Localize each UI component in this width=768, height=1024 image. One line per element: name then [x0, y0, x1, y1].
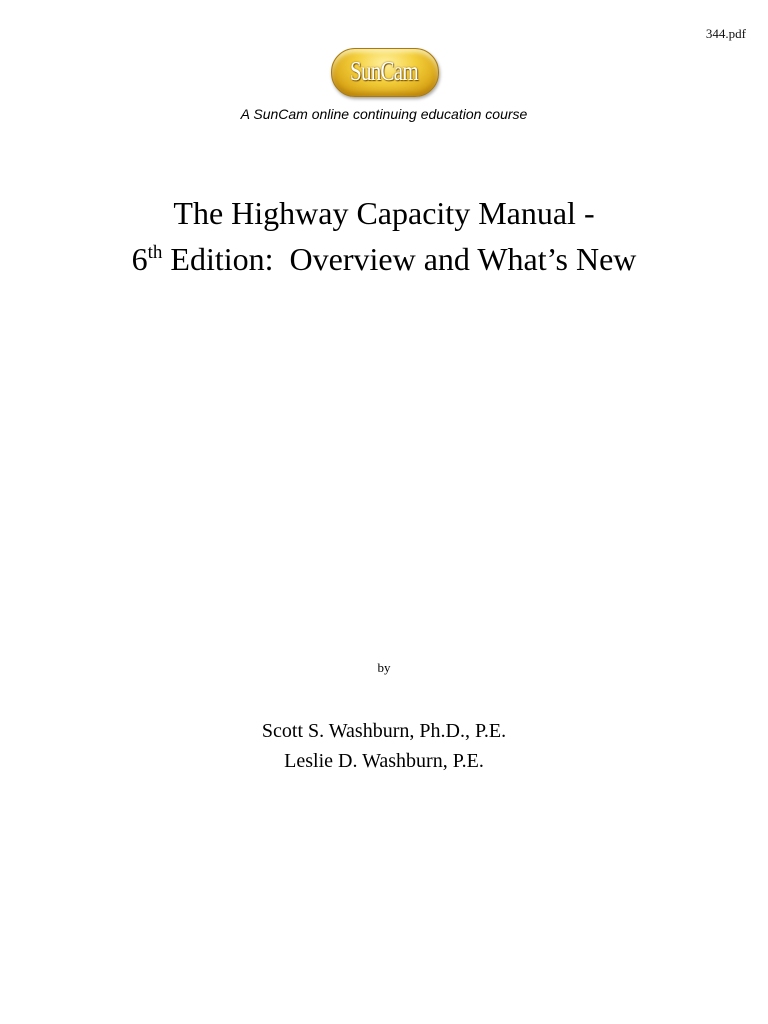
title-line-1: The Highway Capacity Manual -	[173, 195, 595, 231]
file-label: 344.pdf	[705, 26, 746, 41]
edition-number: 6	[131, 241, 148, 277]
logo-text: SunCam	[350, 56, 418, 86]
author-name: Scott S. Washburn, Ph.D., P.E.	[261, 720, 507, 742]
course-tagline: A SunCam online continuing education course	[240, 106, 528, 122]
title-line-2-text: Edition: Overview and What’s New	[162, 241, 637, 277]
edition-superscript: th	[147, 242, 163, 263]
document-title	[0, 190, 768, 282]
author-name: Leslie D. Washburn, P.E.	[284, 750, 484, 772]
suncam-logo	[331, 48, 439, 98]
by-label: by	[377, 660, 391, 675]
title-line-2	[0, 236, 768, 282]
author-list	[0, 716, 768, 776]
